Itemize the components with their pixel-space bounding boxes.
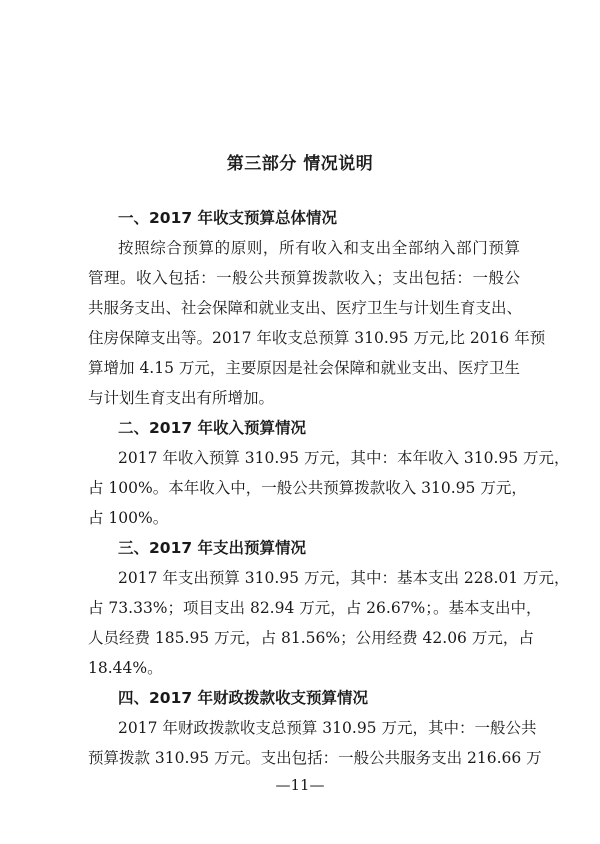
section-1-line-2: 管理。收入包括：一般公共预算拨款收入；支出包括：一般公 — [88, 269, 520, 287]
section-2-line-2: 占 100%。本年收入中，一般公共预算拨款收入 310.95 万元， — [88, 479, 527, 497]
page-number: —11— — [275, 776, 325, 794]
section-3-line-1: 2017 年支出预算 310.95 万元，其中：基本支出 228.01 万元， — [118, 569, 570, 587]
section-heading-4: 四、2017 年财政拨款收支预算情况 — [118, 689, 369, 707]
section-heading-3: 三、2017 年支出预算情况 — [118, 539, 307, 557]
section-3-line-4: 18.44%。 — [88, 659, 163, 677]
section-heading-1: 一、2017 年收支预算总体情况 — [118, 209, 338, 227]
section-heading-2: 二、2017 年收入预算情况 — [118, 419, 307, 437]
section-1-line-4: 住房保障支出等。2017 年收支总预算 310.95 万元,比 2016 年预 — [88, 329, 546, 347]
section-3-line-3: 人员经费 185.95 万元，占 81.56%；公用经费 42.06 万元，占 — [88, 629, 534, 647]
section-1-line-5: 算增加 4.15 万元，主要原因是社会保障和就业支出、医疗卫生 — [88, 359, 520, 377]
section-1-line-6: 与计划生育支出有所增加。 — [88, 389, 275, 407]
section-1-line-3: 共服务支出、社会保障和就业支出、医疗卫生与计划生育支出、 — [88, 299, 523, 317]
section-1-line-1: 按照综合预算的原则，所有收入和支出全部纳入部门预算 — [118, 239, 520, 257]
page-title: 第三部分 情况说明 — [226, 154, 374, 174]
section-2-line-1: 2017 年收入预算 310.95 万元，其中：本年收入 310.95 万元， — [118, 449, 570, 467]
section-4-line-2: 预算拨款 310.95 万元。支出包括：一般公共服务支出 216.66 万 — [88, 749, 542, 767]
section-4-line-1: 2017 年财政拨款收支总预算 310.95 万元，其中：一般公共 — [118, 719, 537, 737]
section-2-line-3: 占 100%。 — [88, 509, 169, 527]
section-3-line-2: 占 73.33%；项目支出 82.94 万元，占 26.67%；。基本支出中， — [88, 599, 542, 617]
